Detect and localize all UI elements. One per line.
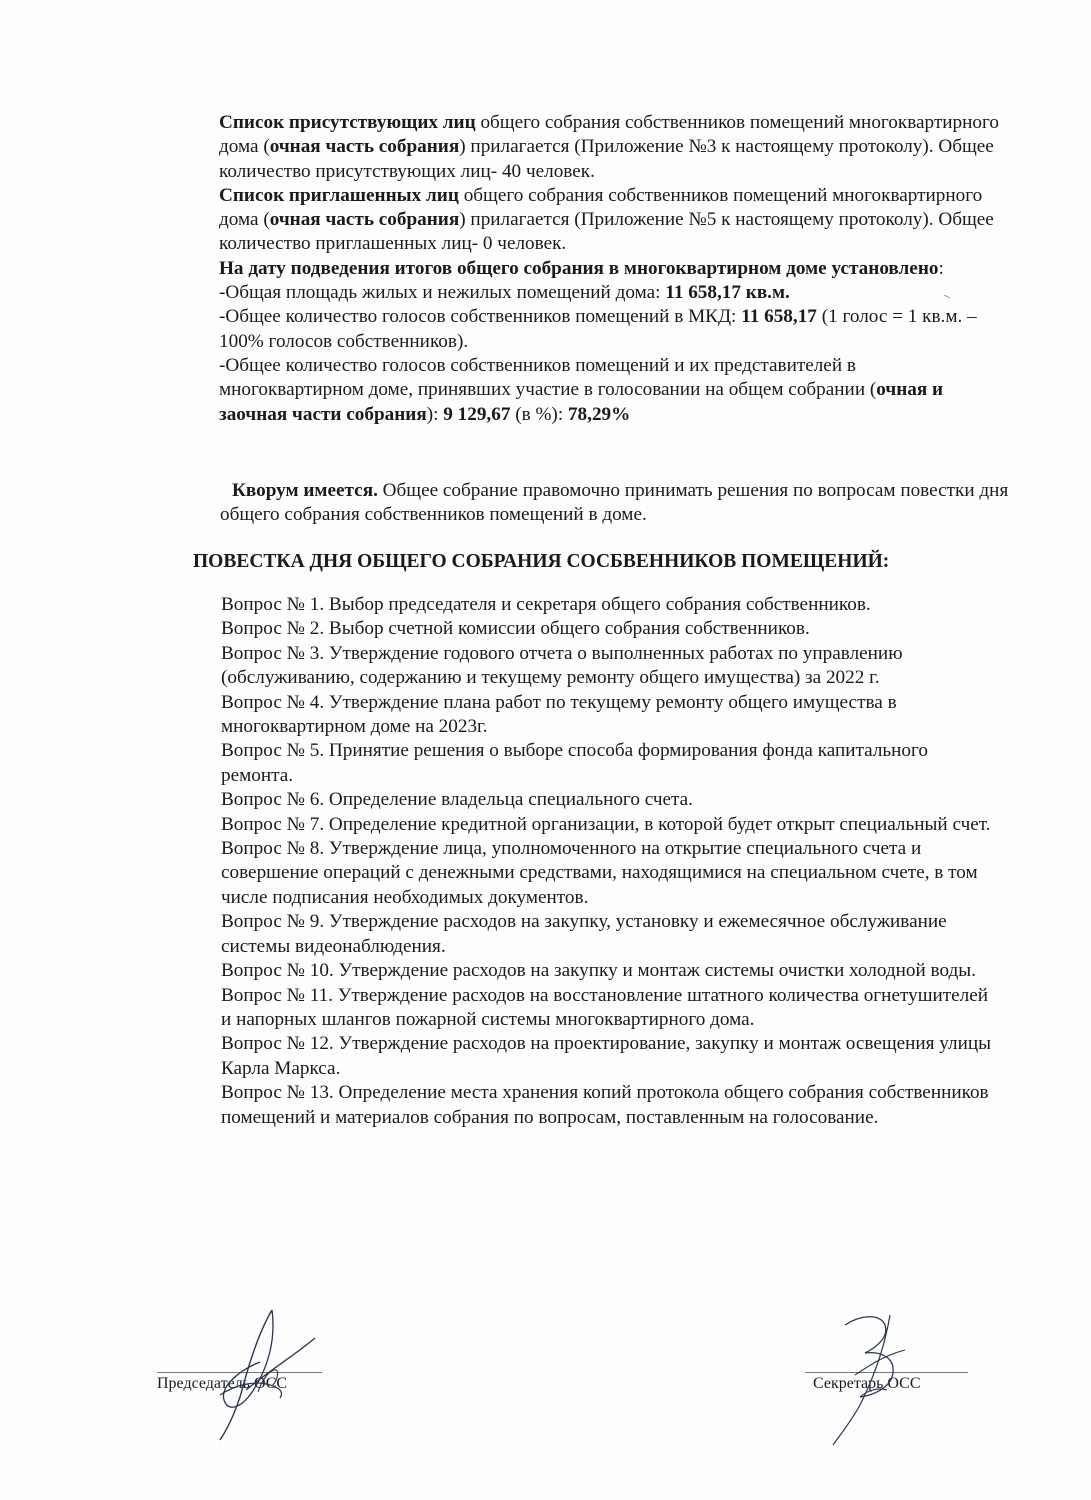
area-text: -Общая площадь жилых и нежилых помещений дома: xyxy=(219,282,666,304)
participation-paragraph xyxy=(219,354,999,427)
participation-parts: очная и заочная части собрания xyxy=(219,379,944,425)
agenda-heading: ПОВЕСТКА ДНЯ ОБЩЕГО СОБРАНИЯ СОСБВЕННИКОВ ПОМЕЩЕНИЙ: xyxy=(193,551,890,572)
participation-sep: ): xyxy=(426,403,444,425)
participation-percent: 78,29% xyxy=(567,403,631,425)
quorum-text: Общее собрание правомочно принимать решения по вопросам повестки дня общего собрания собственников помещений в доме. xyxy=(220,480,1009,526)
agenda-item: Вопрос № 2. Выбор счетной комиссии общего собрания собственников. xyxy=(221,618,810,640)
agenda-item: Вопрос № 3. Утверждение годового отчета о выполненных работах по управлению (обслуживанию, содержанию и текущему ремонту общего имущества) за 2022 г. xyxy=(221,642,903,689)
quorum-title: Кворум имеется. xyxy=(232,480,378,501)
votes-text: -Общее количество голосов собственников помещений в МКД: xyxy=(219,306,742,328)
chair-signature-mark xyxy=(180,1300,340,1450)
votes-paragraph xyxy=(219,305,999,354)
results-colon: : xyxy=(938,257,944,279)
agenda-item: Вопрос № 9. Утверждение расходов на закупку, установку и ежемесячное обслуживание системы видеонаблюдения. xyxy=(221,911,947,957)
agenda-item: Вопрос № 6. Определение владельца специального счета. xyxy=(221,789,693,811)
invited-list-paragraph xyxy=(219,184,999,257)
votes-text-end: (1 голос = 1 кв.м. – 100% голосов собственников). xyxy=(219,306,977,352)
area-paragraph xyxy=(219,281,999,305)
present-list-paragraph xyxy=(219,111,999,184)
area-value: 11 658,17 кв.м. xyxy=(665,282,790,304)
agenda-item: Вопрос № 1. Выбор председателя и секретаря общего собрания собственников. xyxy=(221,594,871,615)
present-list-text: общего собрания собственников помещений многоквартирного дома ( xyxy=(219,112,999,158)
invited-list-part: очная часть собрания xyxy=(269,209,460,231)
participation-percent-label: (в %): xyxy=(510,403,568,425)
agenda-item: Вопрос № 5. Принятие решения о выборе способа формирования фонда капитального ремонта. xyxy=(221,740,929,786)
presence-section xyxy=(219,111,999,427)
results-title: На дату подведения итогов общего собрания в многоквартирном доме установлено xyxy=(219,257,939,279)
quorum-paragraph xyxy=(220,479,1010,528)
present-list-title: Список присутствующих лиц xyxy=(219,112,476,133)
agenda-item: Вопрос № 10. Утверждение расходов на закупку и монтаж системы очистки холодной воды. xyxy=(221,960,976,982)
present-list-part: очная часть собрания xyxy=(269,136,460,158)
agenda-list xyxy=(221,593,1001,1130)
secretary-label: Секретарь ОСС xyxy=(813,1375,921,1392)
participation-text: -Общее количество голосов собственников помещений и их представителей в многоквартирном доме, принявших участие в голосовании на общем собрании ( xyxy=(219,354,877,401)
quorum-section xyxy=(220,479,1010,528)
votes-value: 11 658,17 xyxy=(741,306,817,328)
agenda-item: Вопрос № 12. Утверждение расходов на проектирование, закупку и монтаж освещения улицы Карла Маркса. xyxy=(221,1033,992,1079)
invited-list-text: общего собрания собственников помещений многоквартирного дома ( xyxy=(219,184,983,231)
participation-votes: 9 129,67 xyxy=(443,403,511,425)
agenda-item: Вопрос № 4. Утверждение плана работ по текущему ремонту общего имущества в многоквартирном доме на 2023г. xyxy=(221,691,897,738)
secretary-signature-mark xyxy=(805,1295,955,1455)
invited-list-text-end: ) прилагается (Приложение №5 к настоящему протоколу). Общее количество приглашенных лиц- 0 человек. xyxy=(219,209,994,255)
agenda-item: Вопрос № 13. Определение места хранения копий протокола общего собрания собственников помещений и материалов собрания по вопросам, поставленным на голосование. xyxy=(221,1082,989,1128)
agenda-item: Вопрос № 8. Утверждение лица, уполномоченного на открытие специального счета и совершение операций с денежными средствами, находящимися на специальном счете, в том числе подписания необходимых документов. xyxy=(221,838,978,908)
agenda-item: Вопрос № 11. Утверждение расходов на восстановление штатного количества огнетушителей и напорных шлангов пожарной системы многоквартирного дома. xyxy=(221,984,988,1030)
results-paragraph xyxy=(219,257,999,281)
chair-label: Председатель ОСС xyxy=(157,1375,288,1392)
present-list-text-end: ) прилагается (Приложение №3 к настоящему протоколу). Общее количество присутствующих лиц- 40 человек. xyxy=(219,136,994,182)
agenda-item: Вопрос № 7. Определение кредитной организации, в которой будет открыт специальный счет. xyxy=(221,813,991,835)
invited-list-title: Список приглашенных лиц xyxy=(219,184,459,206)
